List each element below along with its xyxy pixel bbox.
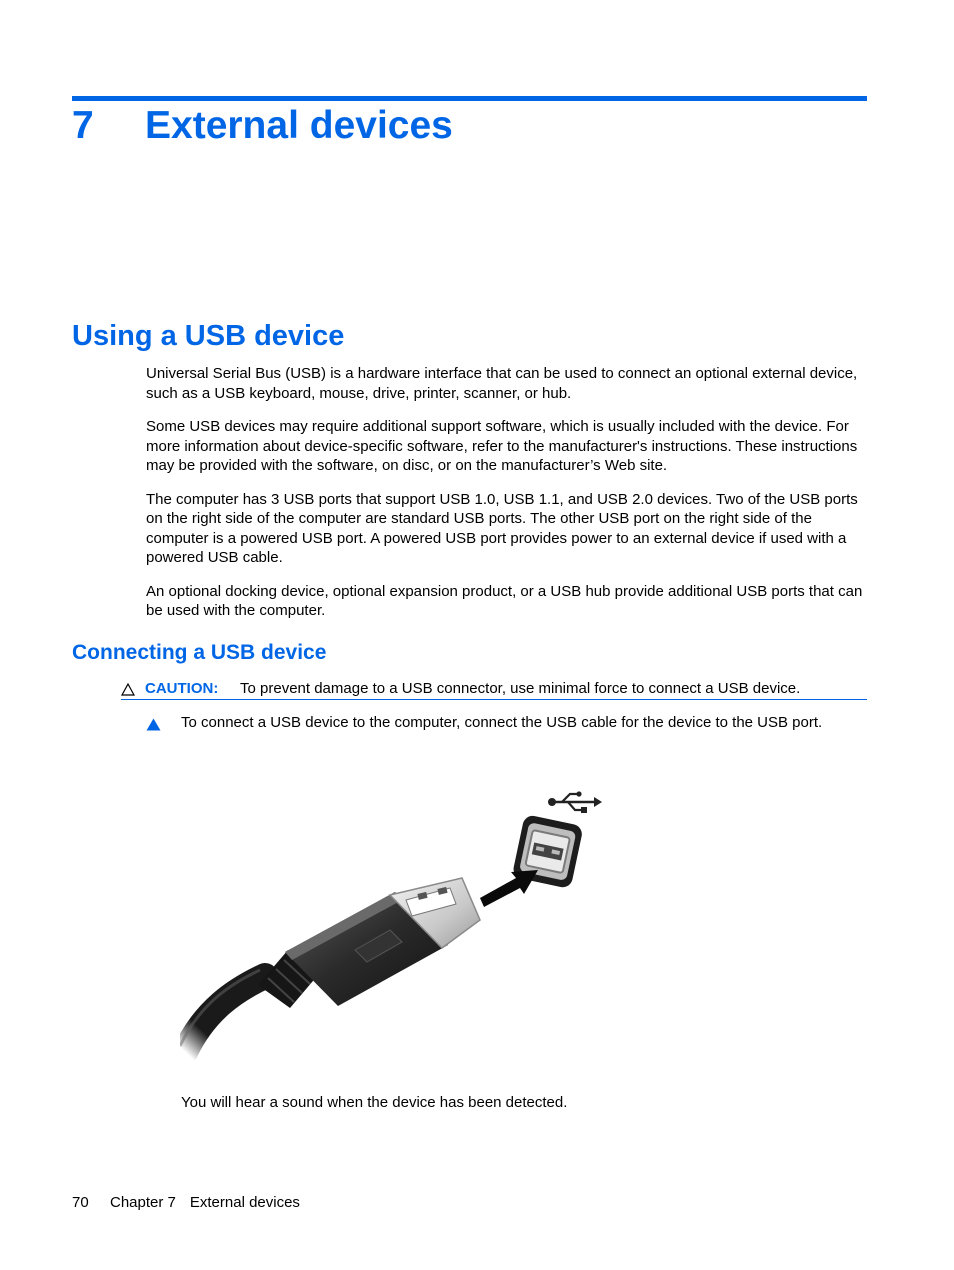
paragraph: Some USB devices may require additional support software, which is usually included with the device. For more information about device-specific software, refer to the manufacturer's instructions. These instructions may be provided with the software, on disc, or on the manufacturer’s Web site. — [146, 418, 858, 474]
caution-note — [121, 679, 867, 700]
after-step-text: You will hear a sound when the device has been detected. — [181, 1094, 568, 1111]
caution-label: CAUTION: — [145, 680, 219, 697]
step-text: To connect a USB device to the computer, connect the USB cable for the device to the USB port. — [181, 714, 823, 731]
page-footer — [72, 1193, 300, 1213]
step-bullet-icon — [146, 717, 161, 737]
subsection-title: Connecting a USB device — [72, 641, 327, 664]
section-body — [146, 364, 868, 635]
footer-chapter-title: External devices — [189, 1194, 300, 1211]
chapter-number: 7 — [72, 104, 94, 147]
usb-connection-illustration — [180, 780, 610, 1070]
insert-arrow-icon — [480, 870, 540, 907]
footer-chapter-label: Chapter 7 — [110, 1194, 176, 1211]
section-title: Using a USB device — [72, 320, 345, 352]
usb-plug — [285, 878, 480, 1006]
caution-text: To prevent damage to a USB connector, use minimal force to connect a USB device. — [240, 680, 801, 697]
chapter-heading — [72, 100, 453, 152]
page-number: 70 — [72, 1194, 89, 1211]
paragraph: Universal Serial Bus (USB) is a hardware interface that can be used to connect an optional external device, such as a USB keyboard, mouse, drive, printer, scanner, or hub. — [146, 365, 858, 402]
caution-triangle-icon — [121, 682, 135, 702]
chapter-title: External devices — [145, 104, 453, 147]
paragraph: The computer has 3 USB ports that support USB 1.0, USB 1.1, and USB 2.0 devices. Two of the USB ports on the right side of the computer are standard USB ports. The other USB port on the right side of the computer is a powered USB port. A powered USB port provides power to an external device if used with a powered USB cable. — [146, 490, 858, 566]
usb-symbol-icon — [548, 791, 602, 813]
paragraph: An optional docking device, optional expansion product, or a USB hub provide additional USB ports that can be used with the computer. — [146, 582, 863, 619]
